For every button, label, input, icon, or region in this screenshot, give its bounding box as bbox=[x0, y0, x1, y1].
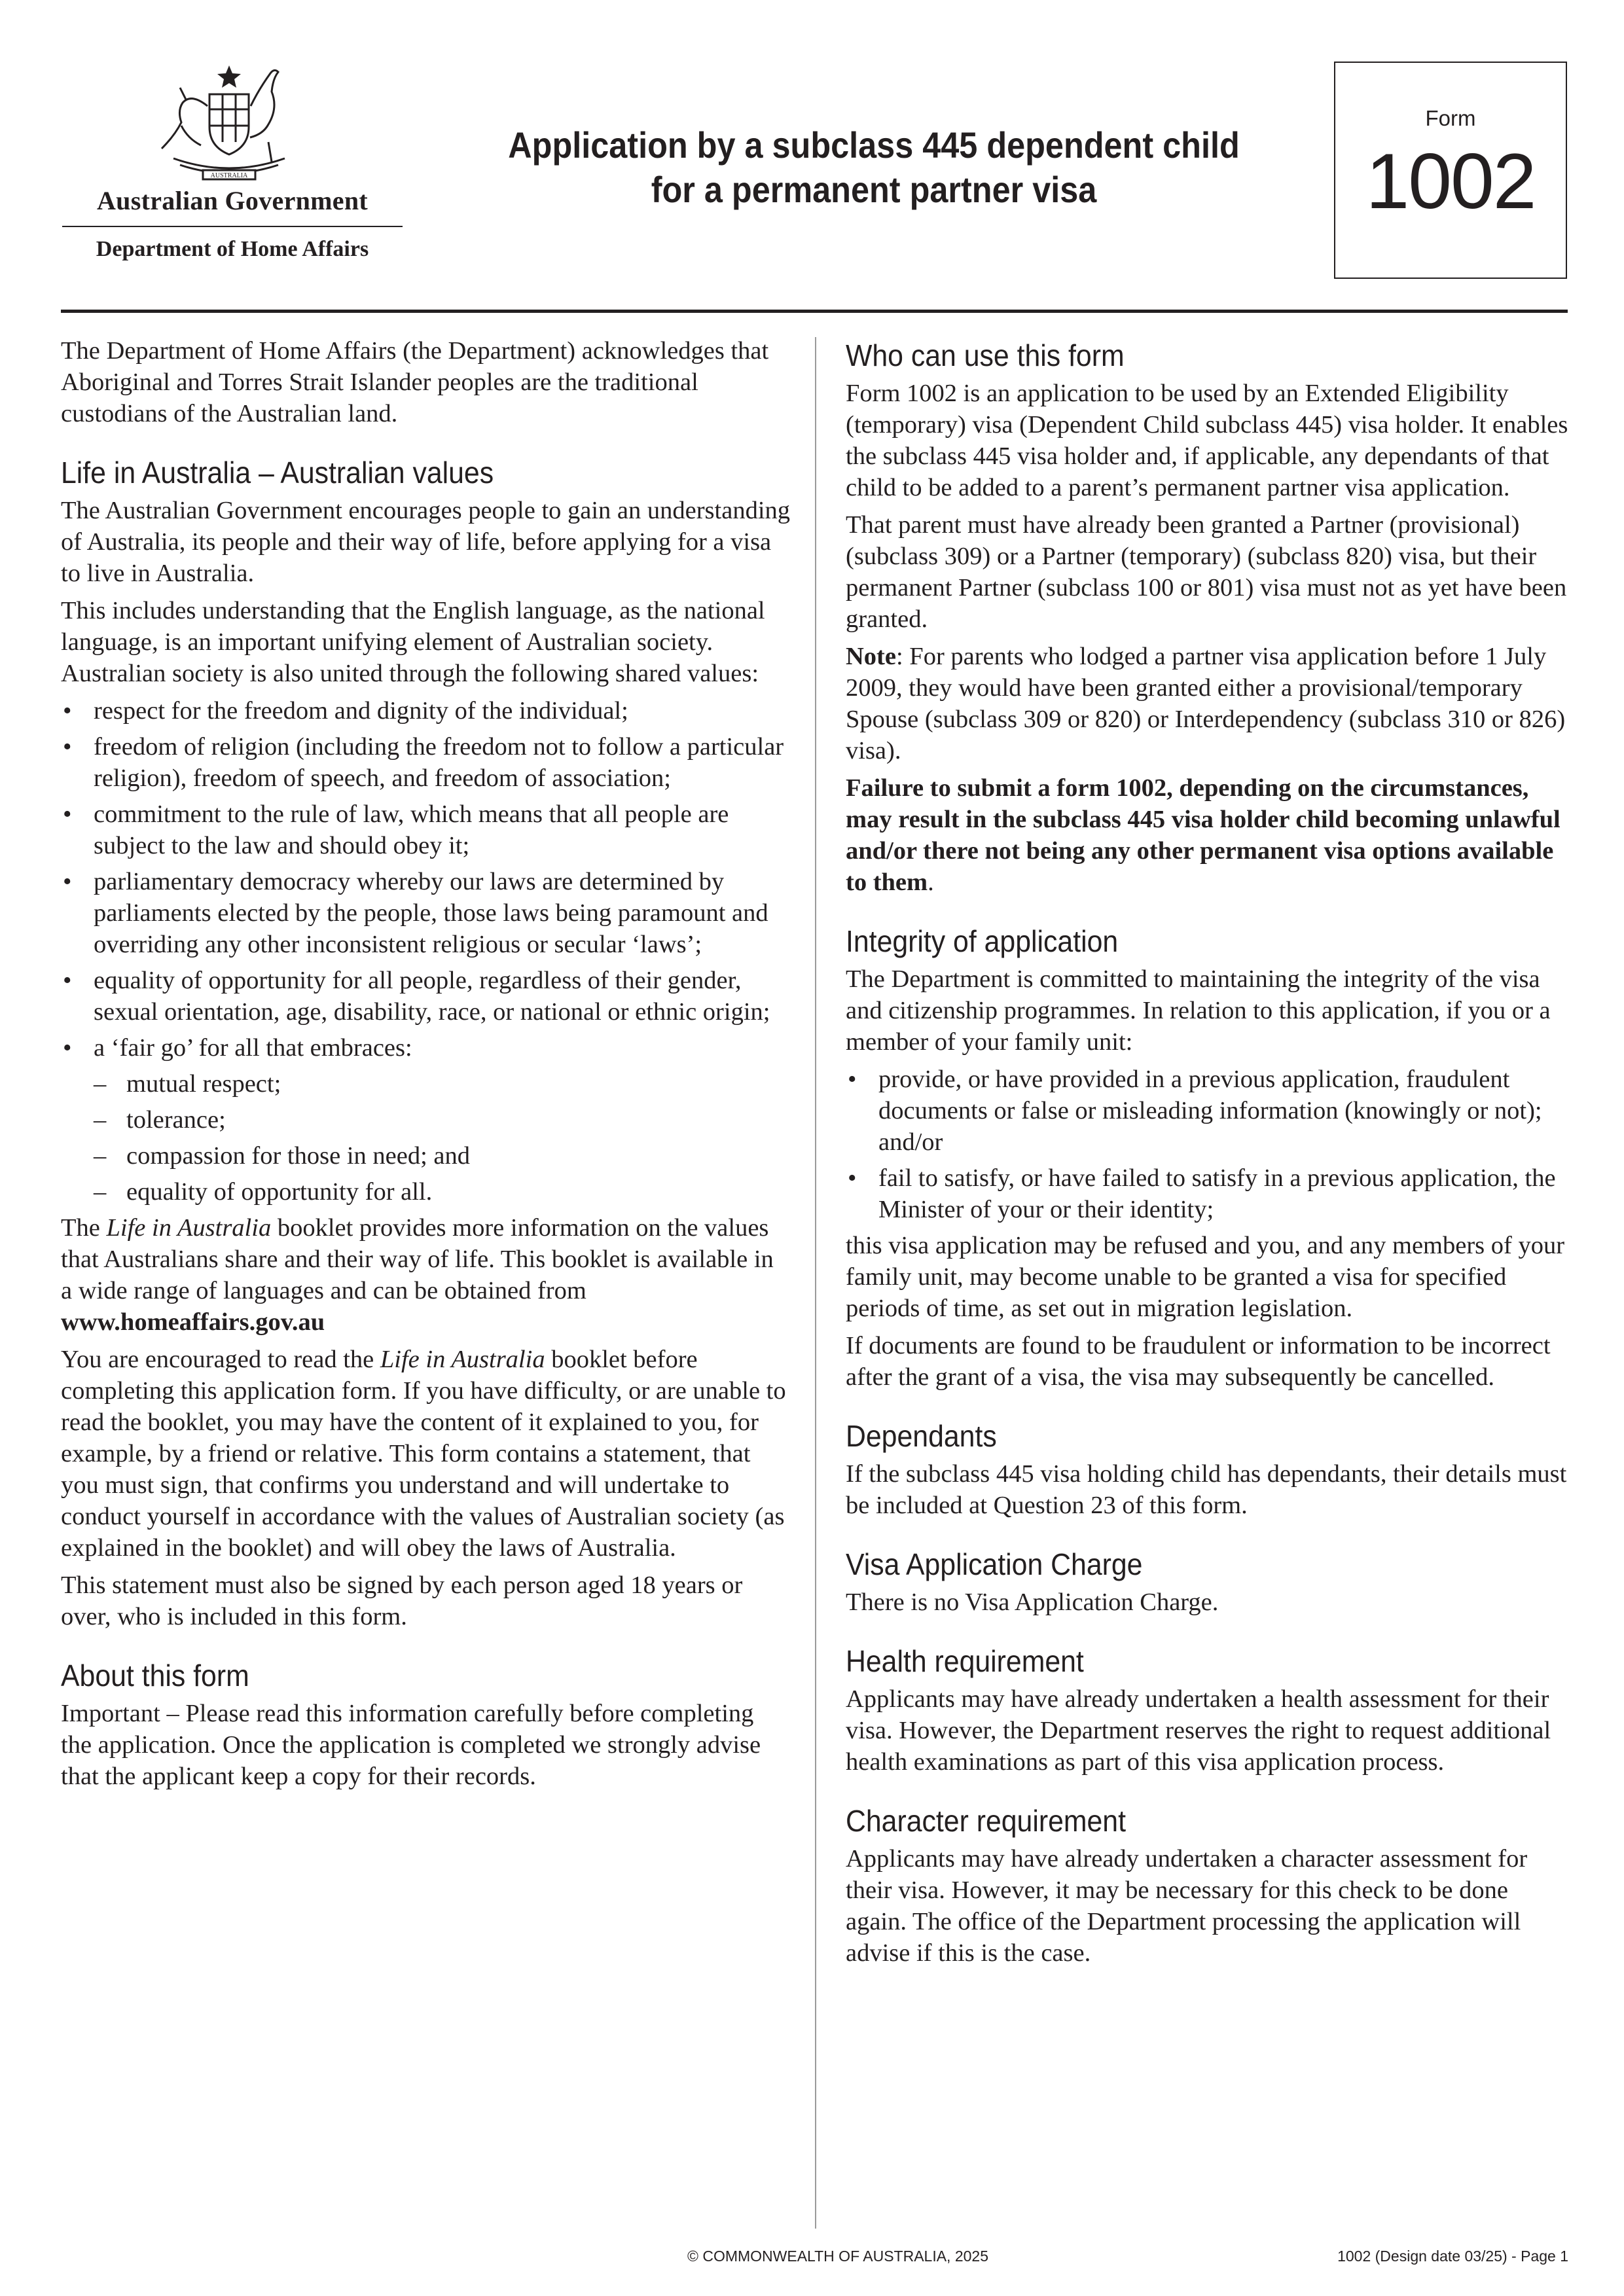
booklet-text-a: The bbox=[61, 1214, 107, 1242]
list-item: • equality of opportunity for all people, regardless of their gender, sexual orientation, age, disability, race, or national or ethnic origin; bbox=[61, 965, 791, 1028]
booklet-paragraph bbox=[61, 1212, 791, 1338]
list-item: • respect for the freedom and dignity of the individual; bbox=[61, 695, 791, 726]
booklet-title: Life in Australia bbox=[380, 1346, 545, 1373]
character-paragraph: Applicants may have already undertaken a character assessment for their visa. However, it may be necessary for this check to be done again. The office of the Department processing the application will advise if this is the case. bbox=[846, 1845, 1528, 1967]
integrity-paragraph-2: this visa application may be refused and you, and any members of your family unit, may become unable to be granted a visa for specified periods of time, as set out in migration legislation. bbox=[846, 1232, 1565, 1322]
integrity-paragraph-3: If documents are found to be fraudulent or information to be incorrect after the grant of a visa, the visa may subsequently be cancelled. bbox=[846, 1332, 1551, 1391]
form-number: 1002 bbox=[1365, 137, 1536, 225]
note-paragraph bbox=[846, 641, 1569, 766]
page-info: 1002 (Design date 03/25) - Page 1 bbox=[1337, 2248, 1568, 2265]
integrity-heading: Integrity of application bbox=[846, 924, 1119, 958]
failure-warning: Failure to submit a form 1002, depending on the circumstances, may result in the subclass 445 visa holder child becoming unlawful and/or there not being any other permanent visa options available to them bbox=[846, 774, 1561, 896]
coat-of-arms-icon bbox=[147, 60, 311, 191]
note-label: Note bbox=[846, 643, 896, 670]
who-paragraph-1: Form 1002 is an application to be used by an Extended Eligibility (temporary) visa (Dependent Child subclass 445) visa holder. It enables the subclass 445 visa holder and, if applicable, any dependants of that child to be added to a parent’s permanent partner visa application. bbox=[846, 380, 1568, 501]
list-item: • fail to satisfy, or have failed to satisfy in a previous application, the Minister of your or their identity; bbox=[846, 1162, 1569, 1225]
list-item: – equality of opportunity for all. bbox=[94, 1176, 791, 1208]
character-heading: Character requirement bbox=[846, 1804, 1126, 1838]
integrity-list bbox=[846, 1064, 1569, 1225]
list-item: – compassion for those in need; and bbox=[94, 1140, 791, 1172]
encourage-text-a: You are encouraged to read the bbox=[61, 1346, 380, 1373]
booklet-text-b: booklet provides more information on the values that Australians share and their way of life. This booklet is available in a wide range of languages and can be obtained from bbox=[61, 1214, 774, 1304]
about-form-paragraph: Important – Please read this information carefully before completing the application. Once the application is completed we strongly advise that the applicant keep a copy for their records. bbox=[61, 1700, 761, 1790]
failure-end: . bbox=[928, 869, 934, 896]
list-item: – tolerance; bbox=[94, 1104, 791, 1136]
visa-charge-heading: Visa Application Charge bbox=[846, 1547, 1143, 1581]
health-heading: Health requirement bbox=[846, 1644, 1084, 1678]
fair-go-list bbox=[94, 1068, 791, 1208]
header-rule bbox=[61, 310, 1568, 313]
who-can-use-heading: Who can use this form bbox=[846, 338, 1125, 372]
integrity-paragraph-1: The Department is committed to maintaining the integrity of the visa and citizenship programmes. In relation to this application, if you or a member of your family unit: bbox=[846, 965, 1551, 1056]
booklet-title: Life in Australia bbox=[106, 1214, 272, 1242]
statement-paragraph: This statement must also be signed by each person aged 18 years or over, who is included in this form. bbox=[61, 1571, 743, 1630]
page-title bbox=[465, 123, 1284, 212]
website-link[interactable]: www.homeaffairs.gov.au bbox=[61, 1308, 325, 1336]
failure-paragraph bbox=[846, 772, 1569, 898]
who-paragraph-2: That parent must have already been granted a Partner (provisional) (subclass 309) or a Partner (temporary) (subclass 820) visa, but their permanent Partner (subclass 100 or 801) visa must not as yet have been granted. bbox=[846, 511, 1567, 633]
life-paragraph-1: The Australian Government encourages people to gain an understanding of Australia, its people and their way of life, before applying for a visa to live in Australia. bbox=[61, 497, 791, 587]
list-item bbox=[61, 1032, 791, 1208]
encourage-text-b: booklet before completing this application form. If you have difficulty, or are unable to read the booklet, you may have the content of it explained to you, for example, by a friend or relative. This form contains a statement, that you must sign, that confirms you understand and will undertake to conduct yourself in accordance with the values of Australian society (as explained in the booklet) and will obey the laws of Australia. bbox=[61, 1346, 786, 1562]
left-column bbox=[61, 335, 791, 1798]
title-line-2: for a permanent partner visa bbox=[651, 169, 1097, 210]
title-line-1: Application by a subclass 445 dependent child bbox=[508, 124, 1240, 166]
list-item: – mutual respect; bbox=[94, 1068, 791, 1100]
list-item: • commitment to the rule of law, which means that all people are subject to the law and should obey it; bbox=[61, 798, 791, 861]
government-name: Australian Government bbox=[96, 186, 369, 215]
right-column bbox=[846, 337, 1569, 1975]
department-name: Department of Home Affairs bbox=[96, 237, 369, 261]
svg-text:AUSTRALIA: AUSTRALIA bbox=[210, 172, 248, 179]
form-label: Form bbox=[1425, 106, 1476, 130]
list-item: • provide, or have provided in a previous application, fraudulent documents or false or misleading information (knowingly or not); and/or bbox=[846, 1064, 1569, 1158]
header-divider bbox=[62, 226, 403, 227]
acknowledgement-text: The Department of Home Affairs (the Department) acknowledges that Aboriginal and Torres Strait Islander peoples are the traditional custodians of the Australian land. bbox=[61, 337, 769, 427]
about-form-heading: About this form bbox=[61, 1659, 249, 1693]
encourage-paragraph bbox=[61, 1344, 791, 1564]
dependants-heading: Dependants bbox=[846, 1419, 997, 1453]
health-paragraph: Applicants may have already undertaken a health assessment for their visa. However, the Department reserves the right to request additional health examinations as part of this visa application process. bbox=[846, 1685, 1551, 1776]
list-item: • parliamentary democracy whereby our laws are determined by parliaments elected by the people, those laws being paramount and overriding any other inconsistent religious or secular ‘laws’; bbox=[61, 866, 791, 960]
note-text: : For parents who lodged a partner visa application before 1 July 2009, they would have been granted either a provisional/temporary Spouse (subclass 309 or 820) or Interdependency (subclass 310 or 826) visa). bbox=[846, 643, 1566, 764]
values-list bbox=[61, 695, 791, 1208]
fair-go-label: a ‘fair go’ for all that embraces: bbox=[94, 1034, 412, 1062]
dependants-paragraph: If the subclass 445 visa holding child has dependants, their details must be included at Question 23 of this form. bbox=[846, 1460, 1567, 1519]
life-paragraph-2: This includes understanding that the English language, as the national language, is an important unifying element of Australian society. Australian society is also united through the following shared values: bbox=[61, 597, 765, 687]
form-number-box bbox=[1334, 62, 1567, 279]
life-in-australia-heading: Life in Australia – Australian values bbox=[61, 456, 494, 490]
column-divider bbox=[815, 337, 816, 2229]
copyright-text: © COMMONWEALTH OF AUSTRALIA, 2025 bbox=[687, 2248, 988, 2265]
visa-charge-paragraph: There is no Visa Application Charge. bbox=[846, 1588, 1219, 1616]
list-item: • freedom of religion (including the freedom not to follow a particular religion), freedom of speech, and freedom of association; bbox=[61, 731, 791, 794]
